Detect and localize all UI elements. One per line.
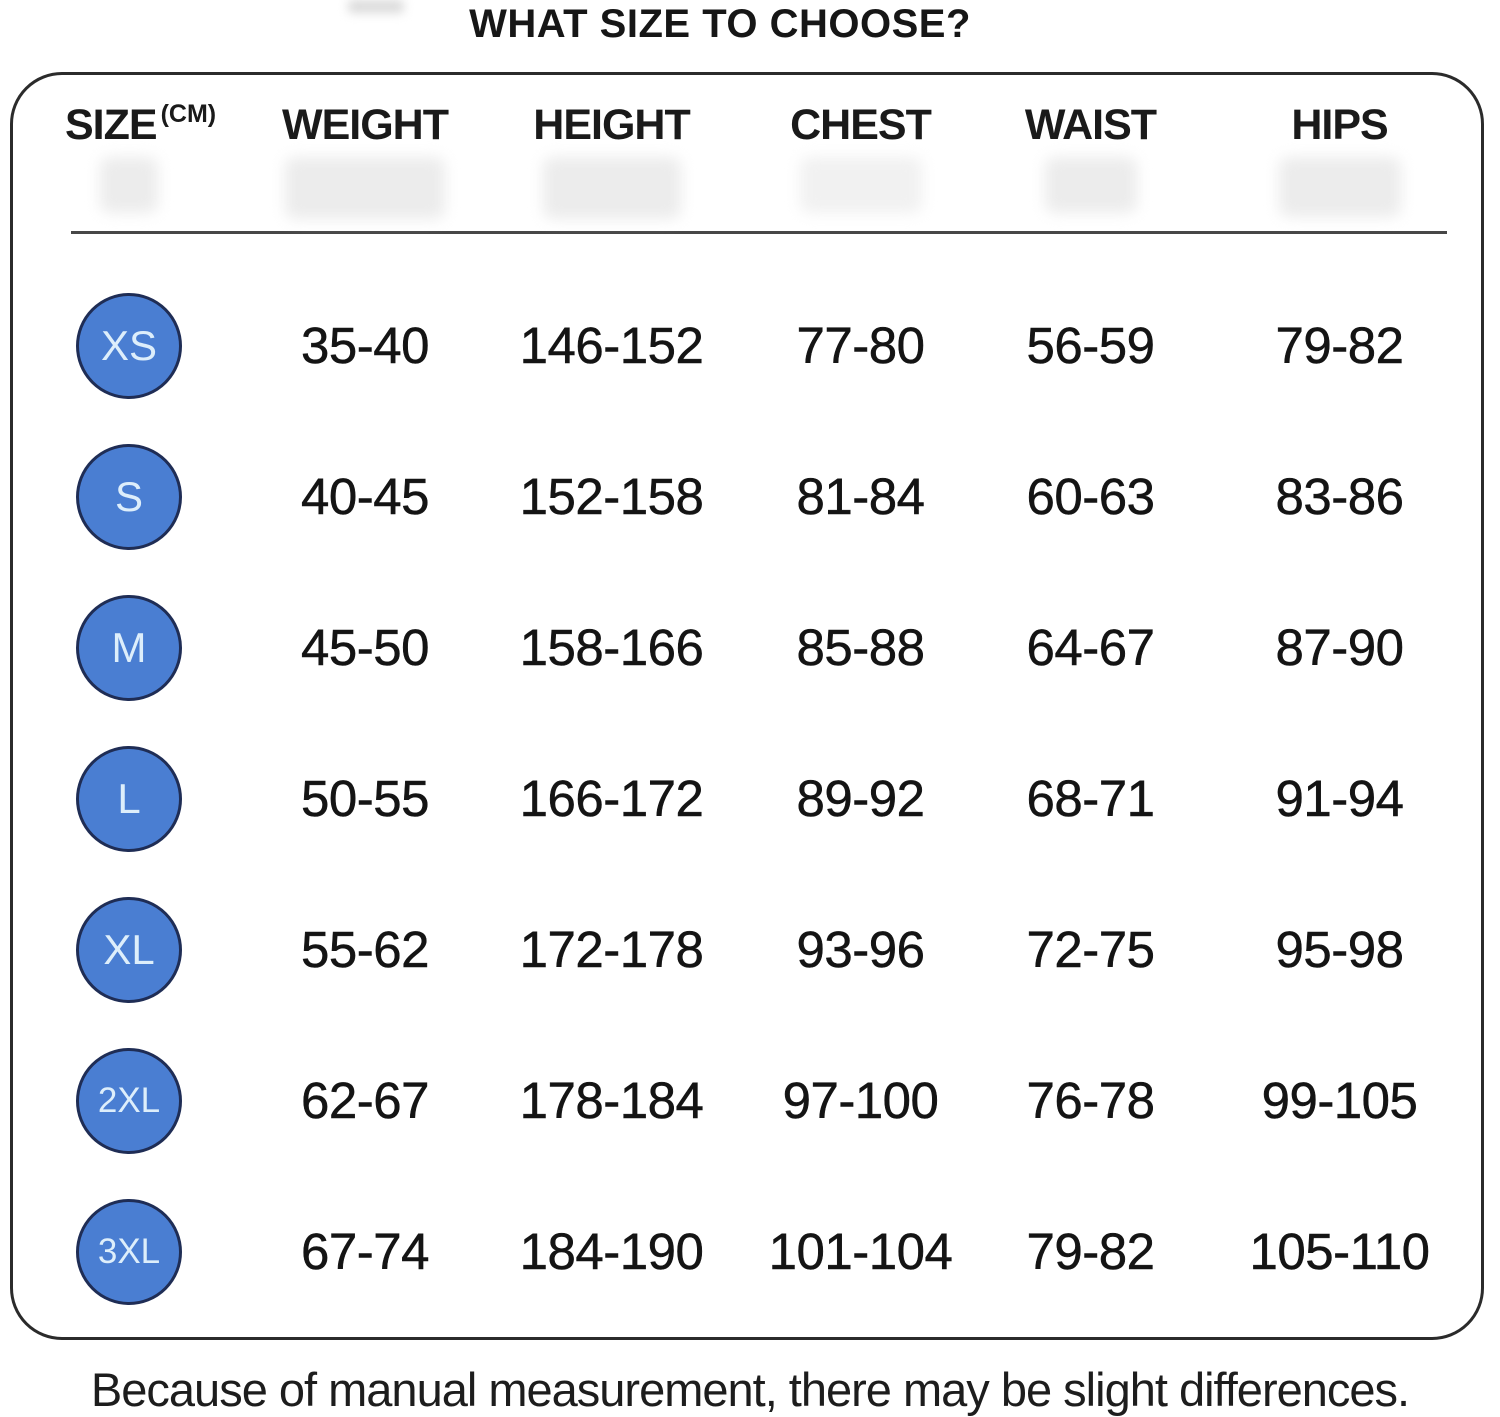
col-header-height: HEIGHT [533,100,690,149]
height-cell: 146-152 [519,317,704,374]
waist-cell: 60-63 [1026,468,1155,525]
waist-cell: 64-67 [1026,619,1155,676]
spacer [13,234,1481,270]
height-cell: 152-158 [519,468,704,525]
hips-cell: 87-90 [1275,619,1404,676]
blur-blob [285,157,445,219]
size-badge-xs: XS [76,293,182,399]
chest-cell: 77-80 [796,317,925,374]
col-header-hips: HIPS [1291,100,1388,149]
hips-cell: 79-82 [1275,317,1404,374]
height-cell: 172-178 [519,921,704,978]
col-header-size-label: SIZE [65,100,157,149]
size-badge-cell [13,1025,245,1176]
size-badge-cell [13,1176,245,1327]
weight-cell: 55-62 [301,921,429,978]
blur-blob [100,157,158,213]
height-cell: 178-184 [519,1072,704,1129]
weight-cell: 40-45 [301,468,429,525]
size-badge-cell [13,874,245,1025]
waist-cell: 79-82 [1026,1223,1155,1280]
ghost-row-hips [1198,153,1481,231]
ghost-row-weight [245,153,485,231]
ghost-row-chest [738,153,983,231]
chest-cell: 93-96 [796,921,925,978]
page-title: WHAT SIZE TO CHOOSE? [469,2,971,46]
blur-blob [800,157,922,213]
blur-blob [1045,157,1137,213]
col-header-chest: CHEST [790,100,931,149]
ghost-row-waist [983,153,1198,231]
hips-cell: 99-105 [1261,1072,1418,1129]
size-badge-cell [13,270,245,421]
waist-cell: 72-75 [1026,921,1155,978]
hips-cell: 91-94 [1275,770,1404,827]
size-badge-m: M [76,595,182,701]
chest-cell: 89-92 [796,770,925,827]
blur-blob [1279,157,1401,217]
size-badge-3xl: 3XL [76,1199,182,1305]
hips-cell: 105-110 [1249,1223,1430,1280]
height-cell: 166-172 [519,770,704,827]
chest-cell: 101-104 [768,1223,953,1280]
size-badge-2xl: 2XL [76,1048,182,1154]
blur-blob [543,157,681,219]
weight-cell: 62-67 [301,1072,429,1129]
chest-cell: 97-100 [782,1072,939,1129]
col-header-waist: WAIST [1024,100,1157,149]
weight-cell: 50-55 [301,770,429,827]
size-badge-s: S [76,444,182,550]
ghost-row-size [13,153,245,231]
waist-cell: 56-59 [1026,317,1155,374]
chest-cell: 81-84 [796,468,925,525]
hips-cell: 95-98 [1275,921,1404,978]
weight-cell: 67-74 [301,1223,429,1280]
size-chart-panel [10,72,1484,1340]
weight-cell: 35-40 [301,317,429,374]
size-badge-xl: XL [76,897,182,1003]
waist-cell: 68-71 [1026,770,1155,827]
unit-label: (CM) [160,99,217,128]
weight-cell: 45-50 [301,619,429,676]
ghost-row-height [485,153,738,231]
chest-cell: 85-88 [796,619,925,676]
size-badge-cell [13,572,245,723]
waist-cell: 76-78 [1026,1072,1155,1129]
col-header-size [13,97,245,153]
size-badge-cell [13,723,245,874]
blur-artifact [348,0,404,13]
height-cell: 184-190 [519,1223,704,1280]
hips-cell: 83-86 [1275,468,1404,525]
height-cell: 158-166 [519,619,704,676]
col-header-weight: WEIGHT [282,100,448,149]
measurement-disclaimer: Because of manual measurement, there may be slight differences. [90,1363,1410,1416]
size-chart-table [13,97,1481,1327]
size-badge-cell [13,421,245,572]
size-badge-l: L [76,746,182,852]
